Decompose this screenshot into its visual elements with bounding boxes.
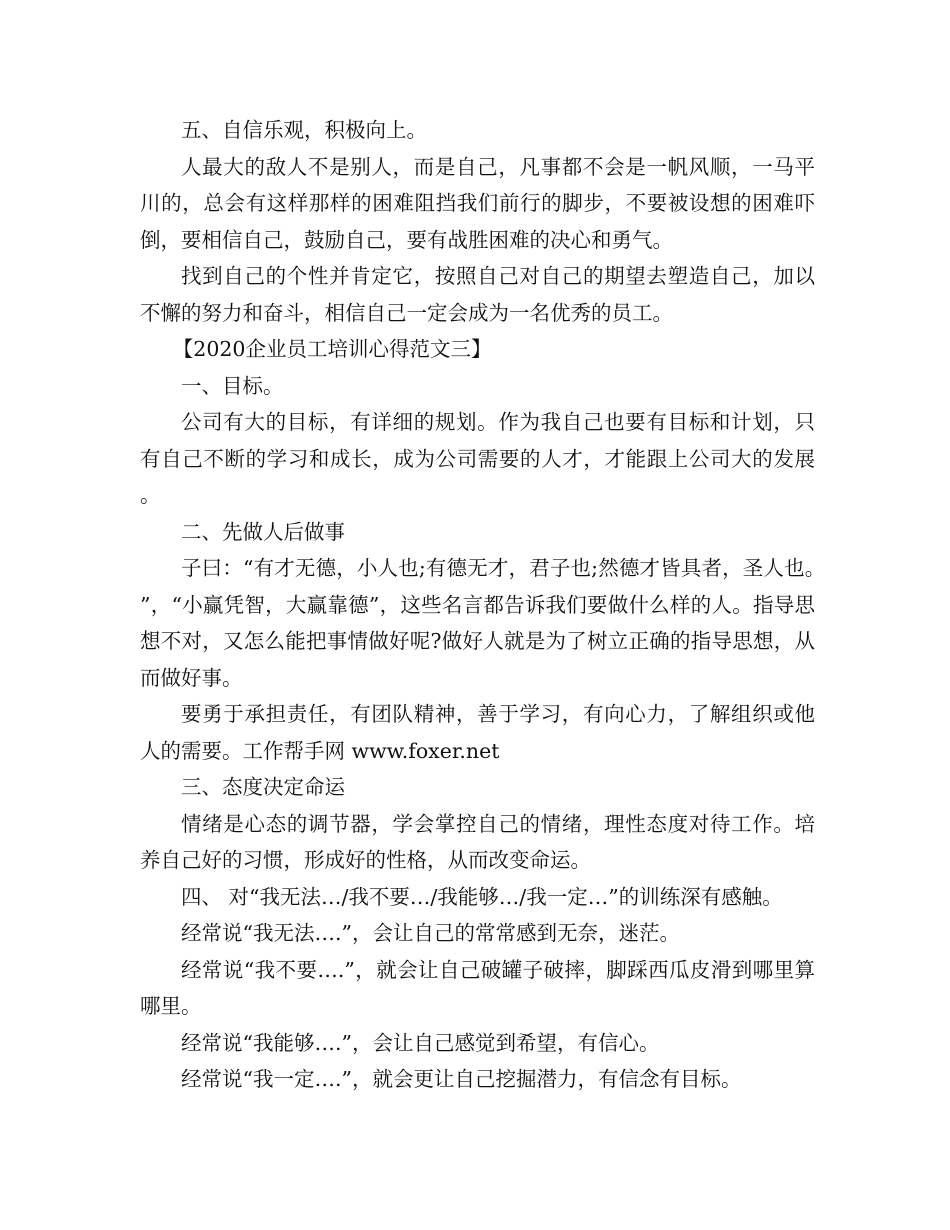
body-paragraph: 情绪是心态的调节器，学会掌控自己的情绪，理性态度对待工作。培养自己好的习惯，形成好的性格，从而改变命运。 <box>140 811 815 872</box>
section-heading-attitude: 三、态度决定命运 <box>181 775 345 799</box>
body-paragraph: 要勇于承担责任，有团队精神，善于学习，有向心力，了解组织或他人的需要。工作帮手网 www.foxer.net <box>140 702 815 763</box>
body-paragraph: 公司有大的目标，有详细的规划。作为我自己也要有目标和计划，只有自己不断的学习和成长，成为公司需要的人才，才能跟上公司大的发展。 <box>140 410 815 507</box>
article-title: 【2020企业员工培训心得范文三】 <box>172 337 492 361</box>
body-paragraph: 人最大的敌人不是别人，而是自己，凡事都不会是一帆风顺，一马平川的，总会有这样那样的困难阻挡我们前行的脚步，不要被设想的困难吓倒，要相信自己，鼓励自己，要有战胜困难的决心和勇气。 <box>140 154 815 252</box>
body-paragraph: 经常说“我能够….”，会让自己感觉到希望，有信心。 <box>181 1030 660 1055</box>
body-paragraph: 经常说“我一定….”，就会更让自己挖掘潜力，有信念有目标。 <box>181 1067 742 1091</box>
section-heading-goal: 一、目标。 <box>181 373 284 398</box>
body-paragraph: 找到自己的个性并肯定它，按照自己对自己的期望去塑造自己，加以不懈的努力和奋斗，相信自己一定会成为一名优秀的员工。 <box>140 264 815 325</box>
section-heading-training: 四、 对“我无法…/我不要…/我能够…/我一定…”的训练深有感触。 <box>181 884 783 909</box>
body-paragraph: 子曰：“有才无德，小人也;有德无才，君子也;然德才皆具者，圣人也。”，“小赢凭智，大赢靠德”，这些名言都告诉我们要做什么样的人。指导思想不对，又怎么能把事情做好呢?做好人就是为了树立正确的指导思想，从而做好事。 <box>140 556 815 690</box>
document-page <box>140 112 815 1098</box>
section-heading-character: 二、先做人后做事 <box>181 519 345 544</box>
body-paragraph: 经常说“我不要….”，就会让自己破罐子破摔，脚踩西瓜皮滑到哪里算哪里。 <box>140 957 815 1018</box>
section-heading-confidence: 五、自信乐观，积极向上。 <box>181 118 427 142</box>
body-paragraph: 经常说“我无法….”，会让自己的常常感到无奈，迷茫。 <box>181 921 680 945</box>
